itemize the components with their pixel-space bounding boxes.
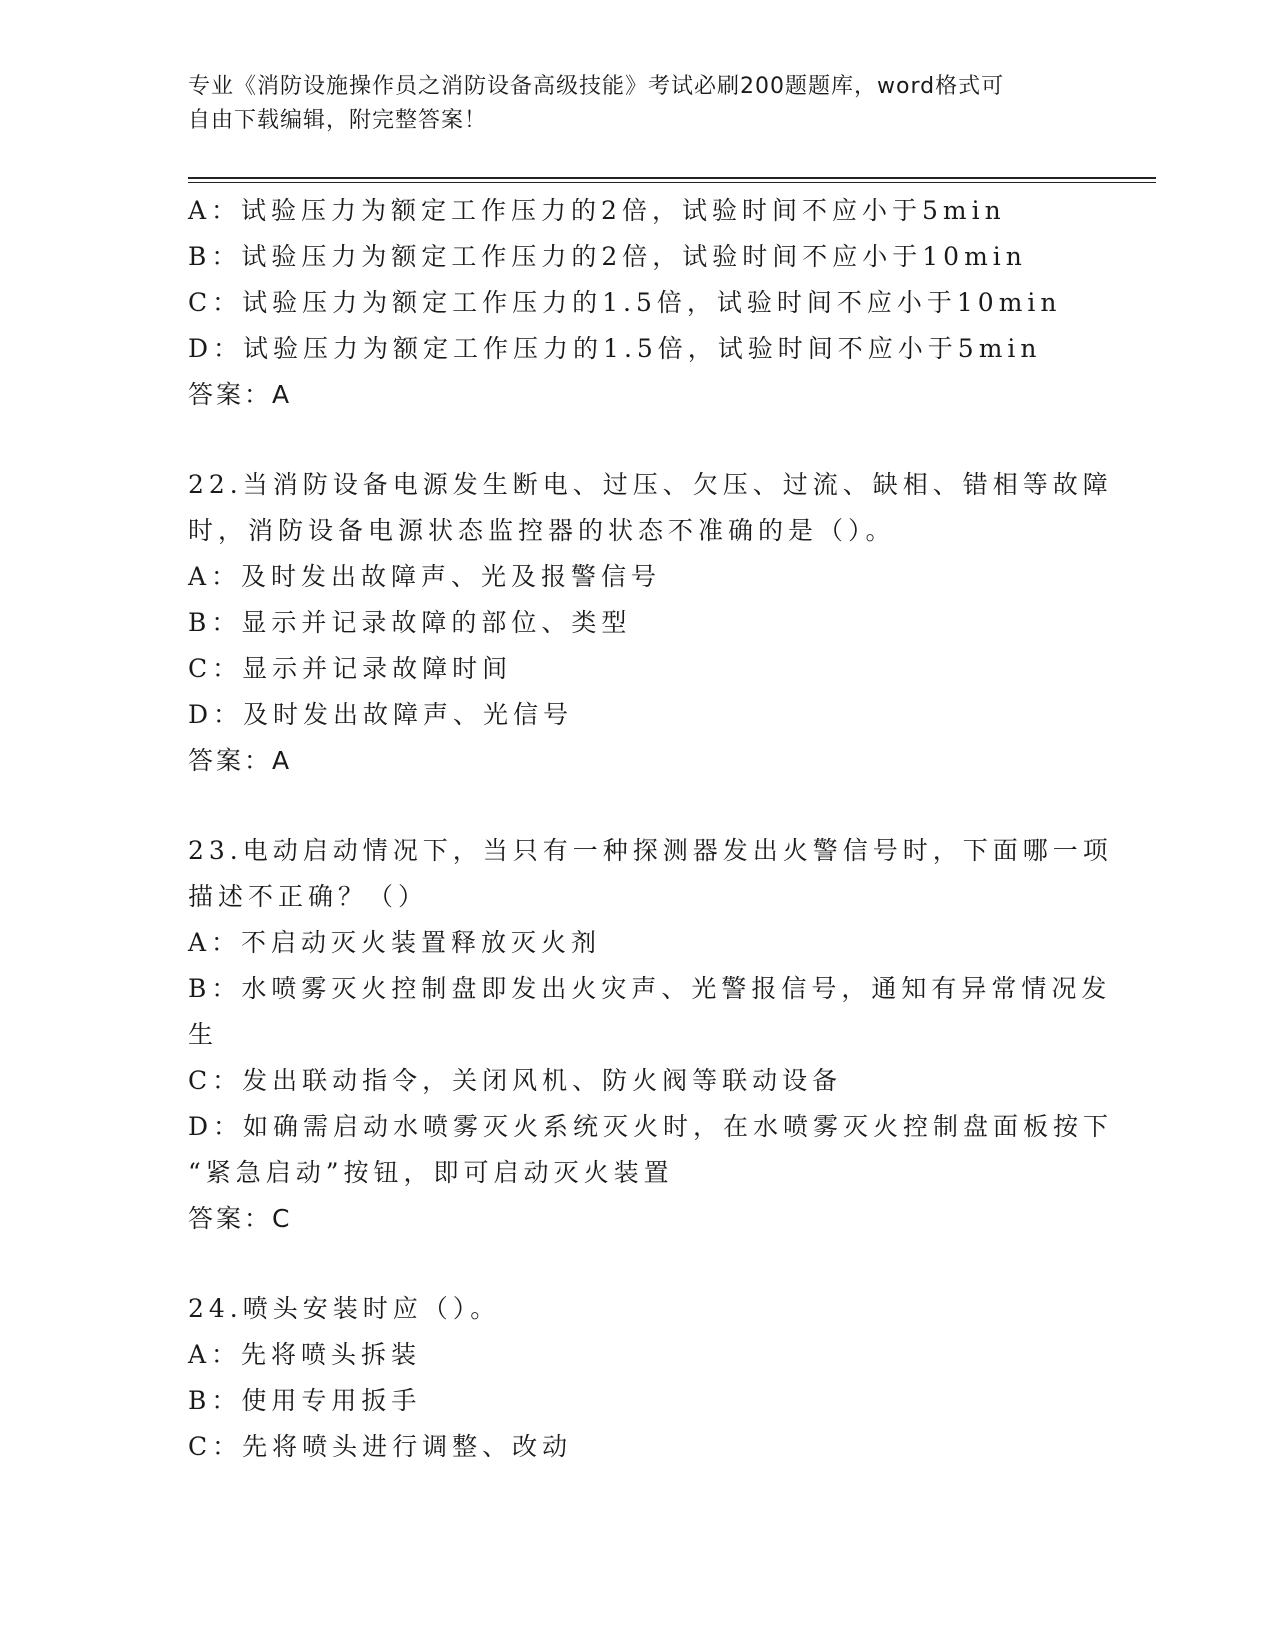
option-b: B：试验压力为额定工作压力的2倍，试验时间不应小于10min xyxy=(188,242,1027,271)
spacer xyxy=(188,418,1078,462)
answer: 答案：C xyxy=(188,1204,293,1233)
question-stem-line-2: 时，消防设备电源状态监控器的状态不准确的是（）。 xyxy=(188,516,896,545)
answer: 答案：A xyxy=(188,746,293,775)
spacer xyxy=(188,784,1078,828)
option-c: C：显示并记录故障时间 xyxy=(188,654,513,683)
question-stem-line-2: 描述不正确？（） xyxy=(188,882,429,911)
option-a: A：试验压力为额定工作压力的2倍，试验时间不应小于5min xyxy=(188,196,1006,225)
question-stem: 24.喷头安装时应（）。 xyxy=(188,1294,501,1323)
option-d-line-1: D：如确需启动水喷雾灭火系统灭火时，在水喷雾灭火控制盘面板按下 xyxy=(188,1112,1114,1141)
answer: 答案：A xyxy=(188,380,293,409)
option-c: C：先将喷头进行调整、改动 xyxy=(188,1432,573,1461)
option-b-line-2: 生 xyxy=(188,1020,219,1049)
header-line-1: 专业《消防设施操作员之消防设备高级技能》考试必刷200题题库，word格式可 xyxy=(188,74,1005,99)
option-a: A：及时发出故障声、光及报警信号 xyxy=(188,562,662,591)
option-c: C：发出联动指令，关闭风机、防火阀等联动设备 xyxy=(188,1066,843,1095)
option-b-line-1: B：水喷雾灭火控制盘即发出火灾声、光警报信号，通知有异常情况发 xyxy=(188,974,1112,1003)
option-b: B：显示并记录故障的部位、类型 xyxy=(188,608,632,637)
option-b: B：使用专用扳手 xyxy=(188,1386,422,1415)
document-header xyxy=(188,70,1068,138)
option-d-line-2: “紧急启动”按钮，即可启动灭火装置 xyxy=(188,1158,674,1187)
option-d: D：试验压力为额定工作压力的1.5倍，试验时间不应小于5min xyxy=(188,334,1042,363)
spacer xyxy=(188,1242,1078,1286)
option-a: A：不启动灭火装置释放灭火剂 xyxy=(188,928,602,957)
header-rule-thick xyxy=(188,177,1156,179)
question-list xyxy=(188,188,1114,1470)
header-rule-thin xyxy=(188,182,1156,183)
question-24 xyxy=(188,1286,1078,1470)
question-stem-line-1: 22.当消防设备电源发生断电、过压、欠压、过流、缺相、错相等故障 xyxy=(188,470,1113,499)
question-stem-line-1: 23.电动启动情况下，当只有一种探测器发出火警信号时，下面哪一项 xyxy=(188,836,1113,865)
question-22 xyxy=(188,462,1113,784)
option-a: A：先将喷头拆装 xyxy=(188,1340,422,1369)
question-21 xyxy=(188,188,1078,418)
option-d: D：及时发出故障声、光信号 xyxy=(188,700,574,729)
header-line-2: 自由下载编辑，附完整答案！ xyxy=(188,108,488,133)
question-23 xyxy=(188,828,1114,1242)
option-c: C：试验压力为额定工作压力的1.5倍，试验时间不应小于10min xyxy=(188,288,1062,317)
